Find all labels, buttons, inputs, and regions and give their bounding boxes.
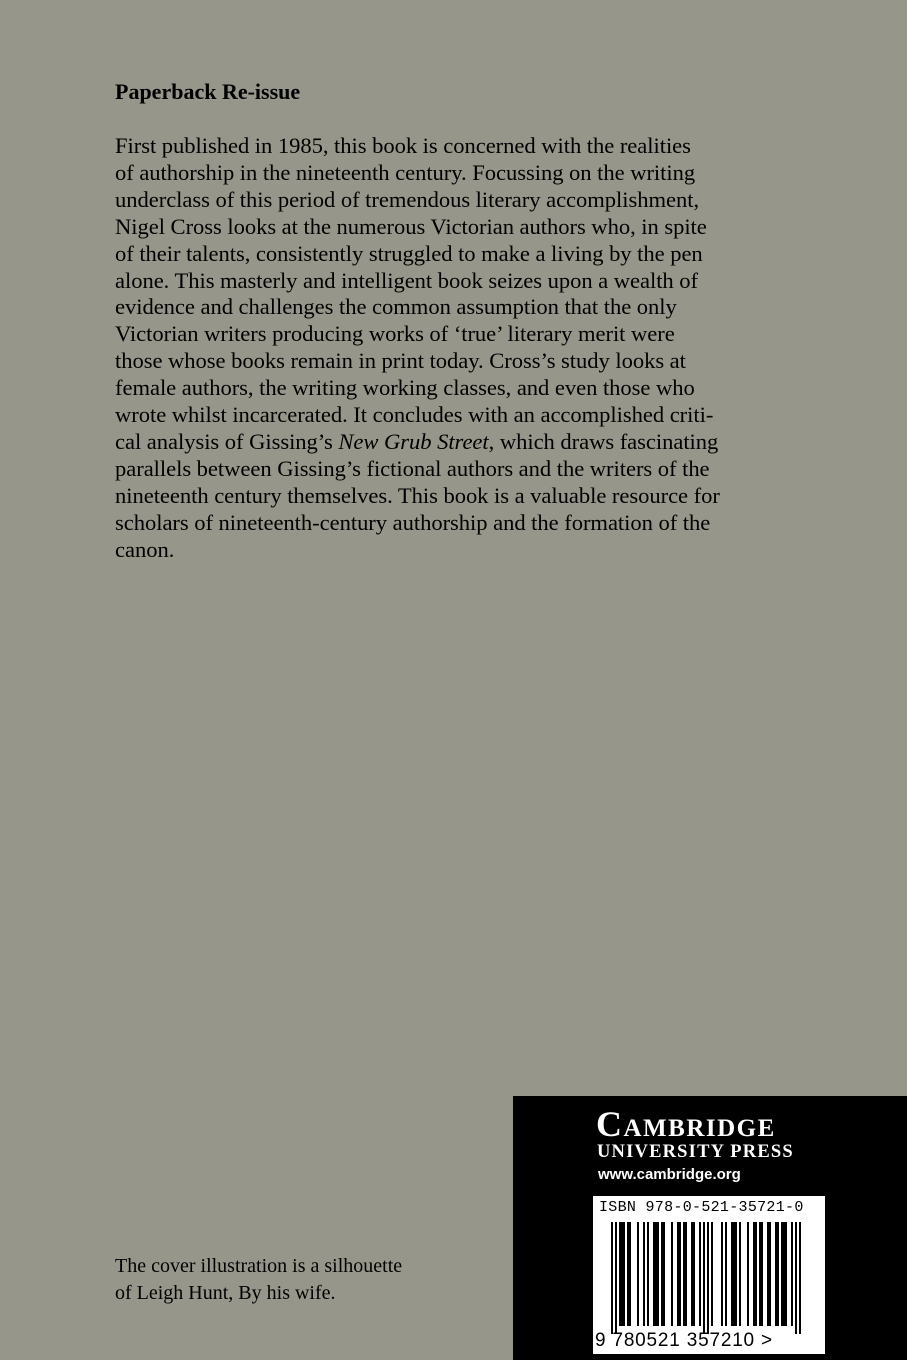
credit-line: of Leigh Hunt, By his wife. — [115, 1282, 336, 1304]
barcode-bar — [785, 1222, 787, 1326]
barcode-bar — [799, 1222, 801, 1334]
blurb-line: of their talents, consistently struggled to make a living by the pen — [115, 240, 703, 266]
barcode-digits: 9 780521 357210 > — [595, 1330, 773, 1351]
barcode-bar — [777, 1222, 779, 1326]
publisher-url[interactable]: www.cambridge.org — [598, 1166, 741, 1183]
barcode-bar — [657, 1222, 659, 1326]
blurb-line-post: , which draws fascinating — [488, 428, 719, 454]
blurb-line: underclass of this period of tremendous literary accomplishment, — [115, 186, 700, 212]
barcode-bar — [781, 1222, 783, 1326]
barcode-bar — [623, 1222, 625, 1326]
publisher-name: Cambridge — [596, 1104, 776, 1144]
blurb-line-pre: cal analysis of Gissing’s — [115, 428, 339, 454]
barcode-bar — [629, 1222, 631, 1326]
barcode-bar — [679, 1222, 681, 1326]
blurb-line: canon. — [115, 536, 175, 562]
barcode-bar — [663, 1222, 665, 1326]
barcode-bar — [753, 1222, 755, 1326]
barcode-bar — [677, 1222, 679, 1326]
barcode-bar — [791, 1222, 793, 1326]
barcode-bar — [747, 1222, 749, 1326]
blurb-line: alone. This masterly and intelligent book seizes upon a wealth of — [115, 267, 698, 293]
book-title-new-grub-street: New Grub Street — [338, 428, 489, 454]
barcode-bar — [783, 1222, 785, 1326]
barcode-bar — [759, 1222, 761, 1326]
barcode-bar — [661, 1222, 663, 1326]
barcode-bar — [795, 1222, 797, 1334]
barcode-bar — [655, 1222, 657, 1326]
blurb-line: those whose books remain in print today. Cross’s study looks at — [115, 348, 686, 374]
barcode-bar — [725, 1222, 727, 1326]
barcode-bar — [707, 1222, 709, 1334]
credit-line: The cover illustration is a silhouette — [115, 1255, 403, 1277]
barcode-bar — [627, 1222, 629, 1326]
barcode-bar — [733, 1222, 735, 1326]
blurb-line: Nigel Cross looks at the numerous Victorian authors who, in spite — [115, 213, 707, 239]
blurb-line: of authorship in the nineteenth century. Focussing on the writing — [115, 159, 696, 185]
barcode-bar — [685, 1222, 687, 1326]
barcode-bar — [619, 1222, 621, 1326]
blurb-line: Victorian writers producing works of ‘true’ literary merit were — [115, 321, 675, 347]
blurb-line: scholars of nineteenth-century authorship and the formation of the — [115, 509, 711, 535]
barcode-bar — [615, 1222, 617, 1334]
isbn-barcode — [593, 1196, 825, 1354]
publisher-subtitle: UNIVERSITY PRESS — [597, 1142, 794, 1162]
barcode-bar — [775, 1222, 777, 1326]
barcode-bar — [703, 1222, 705, 1334]
barcode-bar — [691, 1222, 693, 1326]
barcode-bar — [767, 1222, 769, 1326]
barcode-bar — [643, 1222, 645, 1326]
heading-paperback-reissue: Paperback Re-issue — [115, 79, 301, 104]
publisher-block — [513, 1096, 907, 1360]
barcode-bar — [731, 1222, 733, 1326]
barcode-bar — [699, 1222, 701, 1326]
barcode-bar — [721, 1222, 723, 1326]
blurb-line: nineteenth century themselves. This book is a valuable resource for — [115, 482, 720, 508]
barcode-bar — [739, 1222, 741, 1326]
barcode-bar — [621, 1222, 623, 1326]
barcode-bar — [637, 1222, 639, 1326]
barcode-bar — [693, 1222, 695, 1326]
barcode-bar — [653, 1222, 655, 1326]
barcode-bar — [611, 1222, 613, 1334]
barcode-bar — [683, 1222, 685, 1326]
barcode-bar — [761, 1222, 763, 1326]
blurb-text — [115, 133, 815, 564]
blurb-line: evidence and challenges the common assumption that the only — [115, 294, 677, 320]
blurb-line: female authors, the writing working classes, and even those who — [115, 375, 695, 401]
barcode-bar — [647, 1222, 649, 1326]
barcode-bar — [735, 1222, 737, 1326]
cover-illustration-credit — [115, 1253, 402, 1307]
barcode-bar — [671, 1222, 673, 1326]
isbn-label: ISBN 978-0-521-35721-0 — [599, 1199, 804, 1216]
barcode-bar — [755, 1222, 757, 1326]
blurb-line-with-title — [115, 429, 815, 456]
blurb-line: parallels between Gissing’s fictional authors and the writers of the — [115, 455, 710, 481]
barcode-bar — [769, 1222, 771, 1326]
blurb-line: wrote whilst incarcerated. It concludes with an accomplished criti- — [115, 402, 714, 428]
barcode-bar — [711, 1222, 713, 1326]
blurb-line: First published in 1985, this book is concerned with the realities — [115, 133, 691, 158]
